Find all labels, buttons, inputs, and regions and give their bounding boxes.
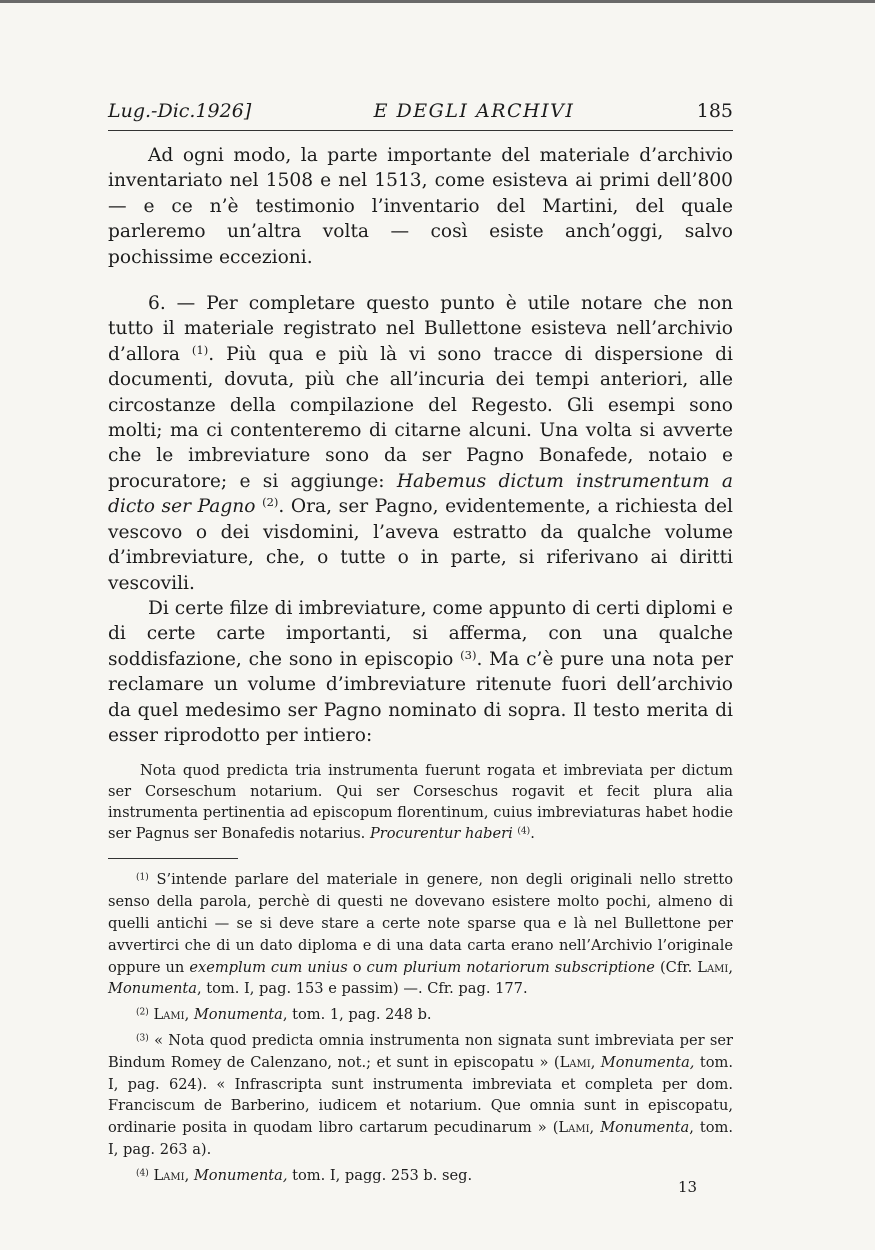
footnote-mark-1: (1) [136,872,149,883]
footnote-2: $^{(2)}$ Lami, Monumenta, tom. 1, pag. 248 b. [136,1006,432,1024]
footnote-divider [108,858,238,859]
paragraph-section-6: 6. — Per completare questo punto è utile notare che non tutto il materiale registrato nel Bullettone esisteva nell’archivio d’allora $^{(1)}$. Più qua e più là vi sono tracce di dispersione di documenti, dovuta, più che all’incuria dei tempi anteriori, alle circostanze della compilazione del Regesto. Gli esempi sono molti; ma ci contenteremo di citarne alcuni. Una volta si avverte che le imbreviature sono da ser Pagno Bonafede, notaio e procuratore; e si aggiunge: Habemus dictum instrumentum a dicto ser Pagno $^{(2)}$. Ora, ser Pagno, evidentemente, a richiesta del vescovo o dei visdomini, l’aveva estratto da qualche volume d’imbreviature, che, o tutte o in parte, si riferivano ai diritti vescovili. [108,293,733,594]
paragraph-3: Di certe filze di imbreviature, come appunto di certi diplomi e di certe carte importanti, si afferma, con una qualche soddisfazione, che sono in episcopio $^{(3)}$. Ma c’è pure una nota per reclamare un volume d’imbreviature ritenute fuori dell’archivio da quel medesimo ser Pagno nominato di sopra. Il testo merita di esser riprodotto per intiero: [108,597,733,746]
page-number: 185 [696,100,733,122]
italic-citation: Habemus dictum instrumentum a dicto ser Pagno [108,470,733,518]
quote-italic: Procurentur haberi [369,825,513,843]
footnote-ref-1[interactable]: (1) [191,343,209,358]
footnote-mark-3: (3) [136,1033,149,1044]
body-text [108,143,733,748]
page-content [108,100,733,1187]
footnote-mark-4: (4) [136,1168,149,1179]
running-header [108,100,733,131]
footnotes [108,869,733,1186]
footnote-1: $^{(1)}$ S’intende parlare del materiale in genere, non degli originali nello stretto senso della parola, perchè di questi ne dovevano esistere molto pochi, almeno di quelli antichi — se si deve stare a certe note sparse qua e là nel Bullettone per avvertirci che di un dato diploma e di una data carta erano nell’Archivio l’originale oppure un exemplum cum unius o cum plurium notariorum subscriptione (Cfr. Lami, Monumenta, tom. I, pag. 153 e passim) —. Cfr. pag. 177. [108,871,733,998]
footnote-ref-2[interactable]: (2) [262,495,279,510]
paragraph-1: Ad ogni modo, la parte importante del materiale d’archivio inventariato nel 1508 e nel 1513, come esisteva ai primi dell’800 — e ce n’è testimonio l’inventario del Martini, del quale parleremo un’altra volta — così esiste anch’oggi, salvo pochissime eccezioni. [108,145,733,268]
signature-mark: 13 [678,1178,698,1196]
header-title: E DEGLI ARCHIVI [373,100,575,122]
block-quote: Nota quod predicta tria instrumenta fuerunt rogata et imbreviata per dictum ser Corseschum notarium. Qui ser Corseschus rogavit et fecit plura alia instrumenta pertinentia ad episcopum florentinum, cuius imbreviaturas habet hodie ser Pagnus ser Bonafedis notarius. Procurentur haberi $^{(4)}$. [108,762,733,843]
footnote-mark-2: (2) [136,1007,149,1018]
header-issue-date: Lug.-Dic.1926] [108,100,252,122]
footnote-ref-3[interactable]: (3) [460,647,477,662]
footnote-4: $^{(4)}$ Lami, Monumenta, tom. I, pagg. 253 b. seg. [136,1166,473,1184]
scan-top-edge [0,0,875,3]
footnote-ref-4[interactable]: (4) [517,826,531,837]
footnote-3: $^{(3)}$ « Nota quod predicta omnia instrumenta non signata sunt imbreviata per ser Bindum Romey de Calenzano, not.; et sunt in episcopatu » (Lami, Monumenta, tom. I, pag. 624). « Infrascripta sunt instrumenta imbreviata et completa per dom. Franciscum de Barberino, iudicem et notarium. Que omnia sunt in episcopatu, ordinarie posita in quodam libro cartarum pecudinarum » (Lami, Monumenta, tom. I, pag. 263 a). [108,1031,734,1158]
